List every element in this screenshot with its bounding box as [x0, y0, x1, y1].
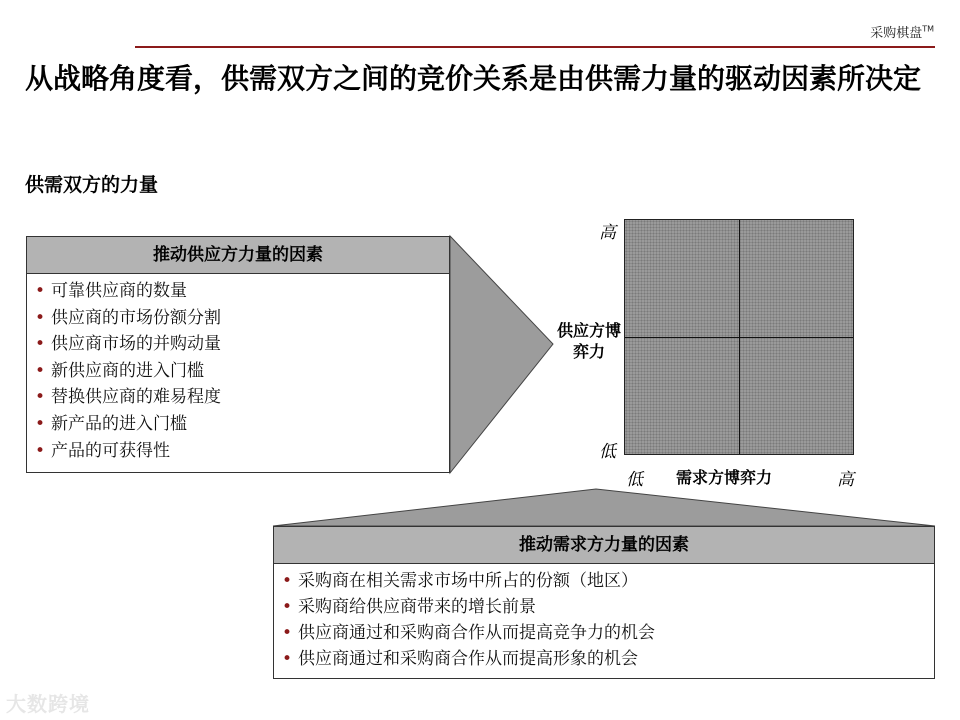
power-matrix: [624, 219, 854, 455]
list-item: • 新产品的进入门槛: [35, 411, 449, 438]
y-axis-high-label: 高: [599, 223, 616, 243]
matrix-horizontal-divider: [625, 337, 853, 338]
supply-factors-box: [26, 274, 450, 473]
demand-connector-wedge: [273, 489, 935, 526]
x-axis-high-label: 高: [837, 470, 854, 490]
section-subtitle: 供需双方的力量: [25, 174, 159, 196]
list-item: • 新供应商的进入门槛: [35, 358, 449, 385]
supply-connector-arrow: [450, 236, 553, 473]
list-item: • 采购商在相关需求市场中所占的份额（地区）: [282, 568, 934, 594]
x-axis-low-label: 低: [626, 470, 643, 490]
x-axis-title: 需求方博弈力: [676, 468, 773, 487]
list-item: • 产品的可获得性: [35, 438, 449, 465]
brand-text: 采购棋盘: [870, 26, 923, 41]
list-item: • 供应商市场的并购动量: [35, 331, 449, 358]
list-item: • 替换供应商的难易程度: [35, 384, 449, 411]
watermark-logo: 大数跨境: [6, 692, 90, 716]
supply-factors-list: [35, 278, 449, 464]
page-title: 从战略角度看，供需双方之间的竞价关系是由供需力量的驱动因素所决定: [25, 62, 922, 95]
list-item: • 供应商的市场份额分割: [35, 305, 449, 332]
y-axis-title: 供应方博弈力: [556, 321, 621, 361]
trademark-mark: TM: [922, 24, 934, 34]
list-item: • 供应商通过和采购商合作从而提高竞争力的机会: [282, 620, 934, 646]
list-item: • 采购商给供应商带来的增长前景: [282, 594, 934, 620]
demand-factors-heading: 推动需求方力量的因素: [273, 526, 935, 564]
demand-factors-box: [273, 564, 935, 679]
supply-factors-heading: 推动供应方力量的因素: [26, 236, 450, 274]
list-item: • 供应商通过和采购商合作从而提高形象的机会: [282, 646, 934, 672]
list-item: • 可靠供应商的数量: [35, 278, 449, 305]
demand-factors-list: [282, 568, 934, 672]
y-axis-low-label: 低: [599, 442, 616, 462]
